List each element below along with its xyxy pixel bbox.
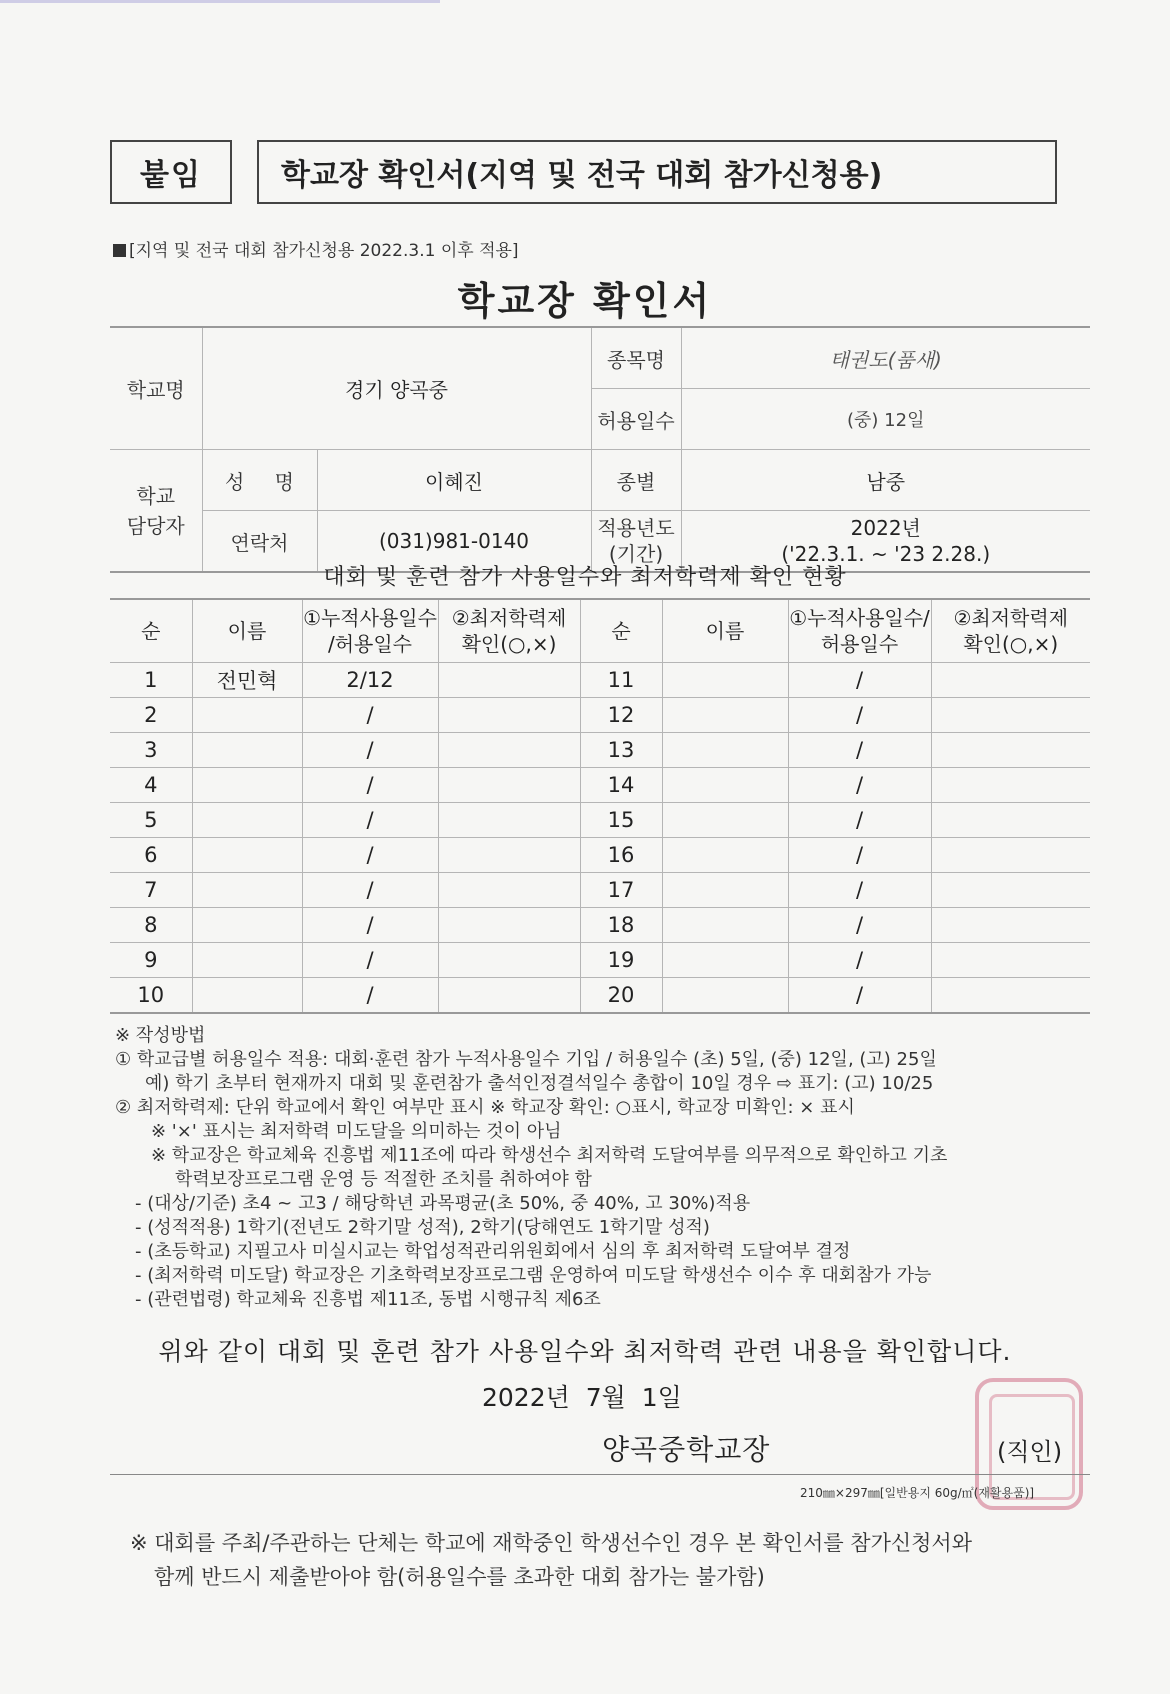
- info-table: [110, 326, 1090, 573]
- name-value: 이혜진: [317, 450, 591, 511]
- col-days-2: ①누적사용일수/ 허용일수: [788, 599, 931, 663]
- row-no-2: 17: [580, 873, 662, 908]
- row-days-2: /: [788, 943, 931, 978]
- row-min-academic: [438, 768, 580, 803]
- row-no: 6: [110, 838, 192, 873]
- note-1-example: 예) 학기 초부터 현재까지 대회 및 훈련참가 출석인정결석일수 총합이 10일 경우 ⇨ 표기: (고) 10/25: [145, 1073, 934, 1094]
- name-label: 성 명: [202, 450, 317, 511]
- row-days: /: [302, 733, 438, 768]
- row-min-academic: [438, 663, 580, 698]
- note-2b: ※ 학교장은 학교체육 진흥법 제11조에 따라 학생선수 최저학력 도달여부를 의무적으로 확인하고 기초: [151, 1145, 948, 1166]
- note-2: ② 최저학력제: 단위 학교에서 확인 여부만 표시 ※ 학교장 확인: ○표시, 학교장 미확인: × 표시: [115, 1097, 855, 1118]
- note-2a: ※ '×' 표시는 최저학력 미도달을 의미하는 것이 아님: [151, 1121, 562, 1142]
- allowed-days-value: (중) 12일: [681, 389, 1090, 450]
- year-label: 적용년도 (기간): [591, 511, 681, 573]
- row-days: /: [302, 803, 438, 838]
- col-min-academic: ②최저학력제 확인(○,×): [438, 599, 580, 663]
- row-no: 9: [110, 943, 192, 978]
- section-title: 대회 및 훈련 참가 사용일수와 최저학력제 확인 현황: [323, 565, 847, 590]
- row-min-academic: [438, 908, 580, 943]
- detail-3: - (초등학교) 지필고사 미실시교는 학업성적관리위원회에서 심의 후 최저학력 도달여부 결정: [135, 1241, 851, 1262]
- detail-2: - (성적적용) 1학기(전년도 2학기말 성적), 2학기(당해연도 1학기말 성적): [135, 1217, 710, 1238]
- table-row: [110, 873, 1090, 908]
- table-row: [110, 908, 1090, 943]
- row-days-2: /: [788, 663, 931, 698]
- row-min-academic: [438, 978, 580, 1014]
- row-no-2: 18: [580, 908, 662, 943]
- row-days-2: /: [788, 698, 931, 733]
- row-name: [192, 838, 302, 873]
- event-value: 태권도(품새): [681, 327, 1090, 389]
- document-title: 학교장 확인서: [457, 279, 713, 323]
- row-days: 2/12: [302, 663, 438, 698]
- row-min-academic: [438, 803, 580, 838]
- row-name: [192, 978, 302, 1014]
- row-name-2: [662, 768, 788, 803]
- row-name-2: [662, 733, 788, 768]
- footnote: [130, 1526, 972, 1594]
- school-value: 경기 양곡중: [202, 327, 591, 450]
- col-days: ①누적사용일수 /허용일수: [302, 599, 438, 663]
- row-min-academic-2: [931, 943, 1090, 978]
- row-no: 3: [110, 733, 192, 768]
- row-min-academic-2: [931, 733, 1090, 768]
- row-days: /: [302, 873, 438, 908]
- table-body: [110, 663, 1090, 1014]
- row-min-academic: [438, 943, 580, 978]
- row-no-2: 15: [580, 803, 662, 838]
- row-name: [192, 873, 302, 908]
- col-name-2: 이름: [662, 599, 788, 663]
- manager-label: 학교 담당자: [110, 450, 202, 573]
- row-no: 8: [110, 908, 192, 943]
- detail-4: - (최저학력 미도달) 학교장은 기초학력보장프로그램 운영하여 미도달 학생선수 이수 후 대회참가 가능: [135, 1265, 932, 1286]
- row-name-2: [662, 698, 788, 733]
- row-min-academic-2: [931, 873, 1090, 908]
- row-min-academic: [438, 838, 580, 873]
- row-name-2: [662, 943, 788, 978]
- table-row: [110, 698, 1090, 733]
- table-row: [110, 803, 1090, 838]
- category-value: 남중: [681, 450, 1090, 511]
- row-name: [192, 768, 302, 803]
- event-label: 종목명: [591, 327, 681, 389]
- row-min-academic-2: [931, 908, 1090, 943]
- row-name: [192, 733, 302, 768]
- year-value: 2022년: [850, 516, 921, 540]
- row-no-2: 16: [580, 838, 662, 873]
- subheading: [113, 236, 519, 261]
- note-2c: 학력보장프로그램 운영 등 적절한 조치를 취하여야 함: [175, 1169, 592, 1190]
- seal-label: (직인): [997, 1438, 1063, 1466]
- row-no: 7: [110, 873, 192, 908]
- row-min-academic-2: [931, 838, 1090, 873]
- school-label: 학교명: [110, 327, 202, 450]
- row-no-2: 12: [580, 698, 662, 733]
- row-min-academic-2: [931, 978, 1090, 1014]
- writing-instructions: [115, 1024, 1095, 1312]
- participation-table: [110, 598, 1090, 1014]
- row-no: 10: [110, 978, 192, 1014]
- row-name: [192, 803, 302, 838]
- row-no-2: 20: [580, 978, 662, 1014]
- row-days-2: /: [788, 873, 931, 908]
- table-header-row: [110, 599, 1090, 663]
- col-name: 이름: [192, 599, 302, 663]
- row-days: /: [302, 698, 438, 733]
- row-name-2: [662, 663, 788, 698]
- row-days: /: [302, 768, 438, 803]
- row-min-academic-2: [931, 663, 1090, 698]
- table-row: [110, 663, 1090, 698]
- row-name-2: [662, 908, 788, 943]
- allowed-days-label: 허용일수: [591, 389, 681, 450]
- row-days-2: /: [788, 838, 931, 873]
- issue-date: 2022년 7월 1일: [482, 1383, 682, 1412]
- col-no-2: 순: [580, 599, 662, 663]
- row-days-2: /: [788, 803, 931, 838]
- table-row: [110, 943, 1090, 978]
- detail-1: - (대상/기준) 초4 ~ 고3 / 해당학년 과목평균(초 50%, 중 40%, 고 30%)적용: [135, 1193, 751, 1214]
- row-days-2: /: [788, 768, 931, 803]
- row-no-2: 14: [580, 768, 662, 803]
- row-name-2: [662, 838, 788, 873]
- page-edge-line: [0, 0, 440, 3]
- row-min-academic-2: [931, 698, 1090, 733]
- row-name-2: [662, 803, 788, 838]
- principal-name: 양곡중학교장: [602, 1433, 771, 1466]
- row-name-2: [662, 873, 788, 908]
- footnote-line-1: ※ 대회를 주최/주관하는 단체는 학교에 재학중인 학생선수인 경우 본 확인서를 참가신청서와: [130, 1531, 973, 1555]
- row-min-academic: [438, 873, 580, 908]
- square-bullet-icon: [113, 244, 126, 257]
- header-title: 학교장 확인서(지역 및 전국 대회 참가신청용): [257, 140, 1057, 204]
- row-no-2: 11: [580, 663, 662, 698]
- row-no: 2: [110, 698, 192, 733]
- row-min-academic: [438, 733, 580, 768]
- col-min-academic-2: ②최저학력제 확인(○,×): [931, 599, 1090, 663]
- contact-value: (031)981-0140: [317, 511, 591, 573]
- row-days: /: [302, 908, 438, 943]
- table-row: [110, 838, 1090, 873]
- contact-label: 연락처: [202, 511, 317, 573]
- row-days: /: [302, 943, 438, 978]
- row-min-academic: [438, 698, 580, 733]
- row-no: 5: [110, 803, 192, 838]
- row-min-academic-2: [931, 768, 1090, 803]
- row-days-2: /: [788, 978, 931, 1014]
- row-days: /: [302, 838, 438, 873]
- attachment-tag: 붙임: [110, 140, 232, 204]
- detail-5: - (관련법령) 학교체육 진흥법 제11조, 동법 시행규칙 제6조: [135, 1289, 601, 1310]
- row-name-2: [662, 978, 788, 1014]
- paper-spec: 210㎜×297㎜[일반용지 60g/㎡(재활용품)]: [800, 1486, 1035, 1500]
- note-1: ① 학교급별 허용일수 적용: 대회·훈련 참가 누적사용일수 기입 / 허용일수 (초) 5일, (중) 12일, (고) 25일: [115, 1049, 937, 1070]
- subheading-text: [지역 및 전국 대회 참가신청용 2022.3.1 이후 적용]: [129, 241, 519, 261]
- row-no-2: 13: [580, 733, 662, 768]
- table-row: [110, 768, 1090, 803]
- row-days-2: /: [788, 733, 931, 768]
- row-no: 4: [110, 768, 192, 803]
- row-name: [192, 908, 302, 943]
- row-no-2: 19: [580, 943, 662, 978]
- divider: [110, 1474, 1090, 1475]
- row-name: 전민혁: [192, 663, 302, 698]
- notes-heading: ※ 작성방법: [115, 1025, 206, 1046]
- period-value: ('22.3.1. ~ '23 2.28.): [781, 542, 991, 566]
- row-days: /: [302, 978, 438, 1014]
- table-row: [110, 978, 1090, 1014]
- table-row: [110, 733, 1090, 768]
- footnote-line-2: 함께 반드시 제출받아야 함(허용일수를 초과한 대회 참가는 불가함): [154, 1565, 765, 1589]
- confirmation-statement: 위와 같이 대회 및 훈련 참가 사용일수와 최저학력 관련 내용을 확인합니다.: [158, 1337, 1012, 1366]
- row-no: 1: [110, 663, 192, 698]
- row-name: [192, 943, 302, 978]
- row-days-2: /: [788, 908, 931, 943]
- col-no: 순: [110, 599, 192, 663]
- row-min-academic-2: [931, 803, 1090, 838]
- row-name: [192, 698, 302, 733]
- category-label: 종별: [591, 450, 681, 511]
